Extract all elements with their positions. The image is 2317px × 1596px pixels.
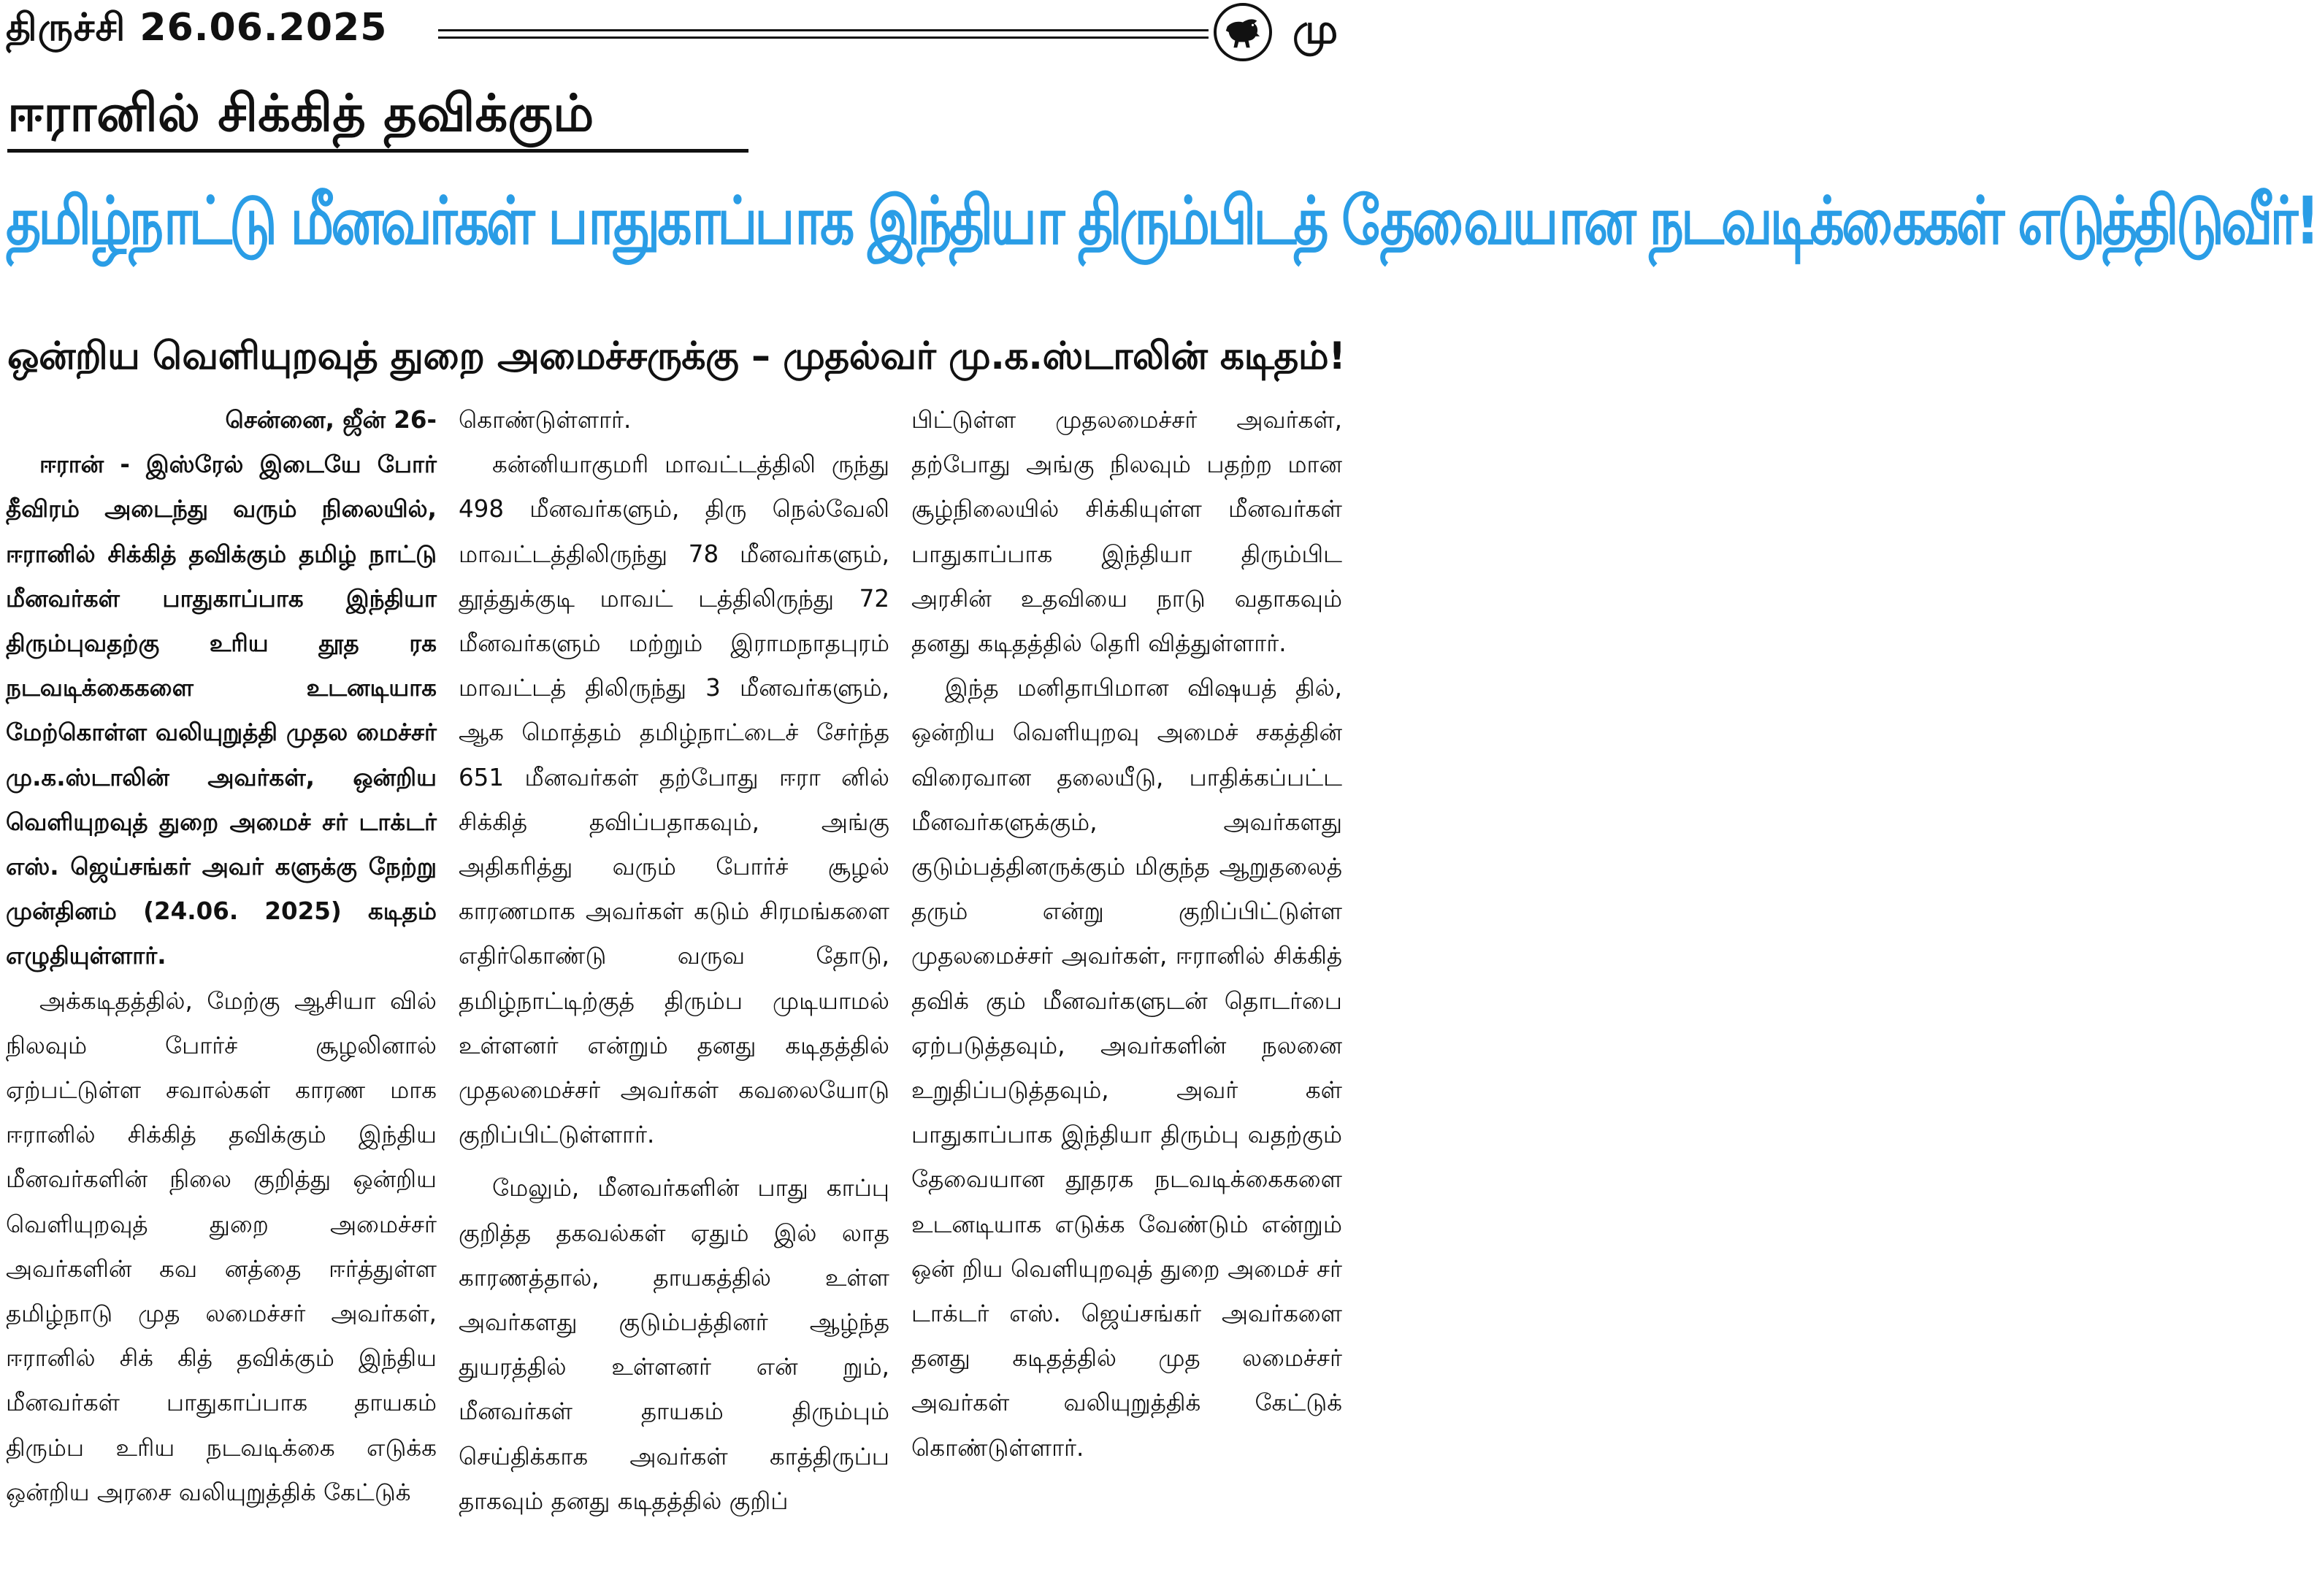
body-paragraph: பிட்டுள்ள முதலமைச்சர் அவர்கள், தற்போது அங்கு நிலவும் பதற்ற மான சூழ்நிலையில் சிக்கியுள்ள மீனவர்கள் பாதுகாப்பாக இந்தியா திரும்பிட அரசின் உதவியை நாடு வதாகவும் தனது கடிதத்தில் தெரி வித்துள்ளார். (911, 406, 1342, 658)
column-3 (911, 398, 1342, 1470)
article-subhead: ஒன்றிய வெளியுறவுத் துறை அமைச்சருக்கு – முதல்வர் மு.க.ஸ்டாலின் கடிதம்! (7, 334, 1346, 378)
body-paragraph: அக்கடிதத்தில், மேற்கு ஆசியா வில் நிலவும் போர்ச் சூழலினால் ஏற்பட்டுள்ள சவால்கள் காரண மாக ஈரானில் சிக்கித் தவிக்கும் இந்திய மீனவர்களின் நிலை குறித்து ஒன்றிய வெளியுறவுத் துறை அமைச்சர் அவர்களின் கவ னத்தை ஈர்த்துள்ள தமிழ்நாடு முத லமைச்சர் அவர்கள், ஈரானில் சிக் கித் தவிக்கும் இந்திய மீனவர்கள் பாதுகாப்பாக தாயகம் திரும்ப உரிய நடவடிக்கை எடுக்க ஒன்றிய அரசை வலியுறுத்திக் கேட்டுக் (6, 986, 437, 1506)
bull-emblem-icon (1214, 3, 1272, 61)
column-2 (459, 398, 889, 1524)
bull-emblem-svg (1222, 11, 1264, 53)
masthead-rule-top (438, 29, 1209, 31)
masthead-name: மு (1292, 6, 1339, 53)
article-headline: தமிழ்நாட்டு மீனவர்கள் பாதுகாப்பாக இந்தியா திரும்பிடத் தேவையான நடவடிக்கைகள் எடுத்திடுவீர்! (6, 183, 2317, 260)
body-paragraph: மேலும், மீனவர்களின் பாது காப்பு குறித்த தகவல்கள் ஏதும் இல் லாத காரணத்தால், தாயகத்தில் உள்ள அவர்களது குடும்பத்தினர் ஆழ்ந்த துயரத்தில் உள்ளனர் என் றும், மீனவர்கள் தாயகம் திரும்பும் செய்திக்காக அவர்கள் காத்திருப்ப தாகவும் தனது கடிதத்தில் குறிப் (459, 1174, 889, 1515)
masthead (0, 0, 1342, 66)
article-dateline: சென்னை, ஜீன் 26- (225, 406, 437, 434)
masthead-rule-bottom (438, 37, 1209, 39)
body-paragraph: கொண்டுள்ளார். (459, 406, 632, 434)
article-kicker: ஈரானில் சிக்கித் தவிக்கும் (7, 83, 594, 143)
body-paragraph: கன்னியாகுமரி மாவட்டத்திலி ருந்து 498 மீனவர்களும், திரு நெல்வேலி மாவட்டத்திலிருந்து 78 மீனவர்களும், தூத்துக்குடி மாவட் டத்திலிருந்து 72 மீனவர்களும் மற்றும் இராமநாதபுரம் மாவட்டத் திலிருந்து 3 மீனவர்களும், ஆக மொத்தம் தமிழ்நாட்டைச் சேர்ந்த 651 மீனவர்கள் தற்போது ஈரா னில் சிக்கித் தவிப்பதாகவும், அங்கு அதிகரித்து வரும் போர்ச் சூழல் காரணமாக அவர்கள் கடும் சிரமங்களை எதிர்கொண்டு வருவ தோடு, தமிழ்நாட்டிற்குத் திரும்ப முடியாமல் உள்ளனர் என்றும் தனது கடிதத்தில் முதலமைச்சர் அவர்கள் கவலையோடு குறிப்பிட்டுள்ளார். (459, 450, 889, 1149)
body-paragraph: இந்த மனிதாபிமான விஷயத் தில், ஒன்றிய வெளியுறவு அமைச் சகத்தின் விரைவான தலையீடு, பாதிக்கப்பட்ட மீனவர்களுக்கும், அவர்களது குடும்பத்தினருக்கும் மிகுந்த ஆறுதலைத் தரும் என்று குறிப்பிட்டுள்ள முதலமைச்சர் அவர்கள், ஈரானில் சிக்கித் தவிக் கும் மீனவர்களுடன் தொடர்பை ஏற்படுத்தவும், அவர்களின் நலனை உறுதிப்படுத்தவும், அவர் கள் பாதுகாப்பாக இந்தியா திரும்பு வதற்கும் தேவையான தூதரக நடவடிக்கைகளை உடனடியாக எடுக்க வேண்டும் என்றும் ஒன் றிய வெளியுறவுத் துறை அமைச் சர் டாக்டர் எஸ். ஜெய்சங்கர் அவர்களை தனது கடிதத்தில் முத லமைச்சர் அவர்கள் வலியுறுத்திக் கேட்டுக் கொண்டுள்ளார். (911, 674, 1342, 1462)
paragraph-gap (459, 1157, 889, 1166)
column-1 (6, 398, 437, 1515)
kicker-underline (7, 149, 748, 153)
masthead-dateline: திருச்சி 26.06.2025 (6, 6, 388, 50)
article-body (6, 398, 1342, 1595)
lead-paragraph: ஈரான் - இஸ்ரேல் இடையே போர் தீவிரம் அடைந்து வரும் நிலையில், ஈரானில் சிக்கித் தவிக்கும் தமிழ் நாட்டு மீனவர்கள் பாதுகாப்பாக இந்தியா திரும்புவதற்கு உரிய தூத ரக நடவடிக்கைகளை உடனடியாக மேற்கொள்ள வலியுறுத்தி முதல மைச்சர் மு.க.ஸ்டாலின் அவர்கள், ஒன்றிய வெளியுறவுத் துறை அமைச் சர் டாக்டர் எஸ். ஜெய்சங்கர் அவர் களுக்கு நேற்று முன்தினம் (24.06. 2025) கடிதம் எழுதியுள்ளார். (6, 450, 437, 970)
